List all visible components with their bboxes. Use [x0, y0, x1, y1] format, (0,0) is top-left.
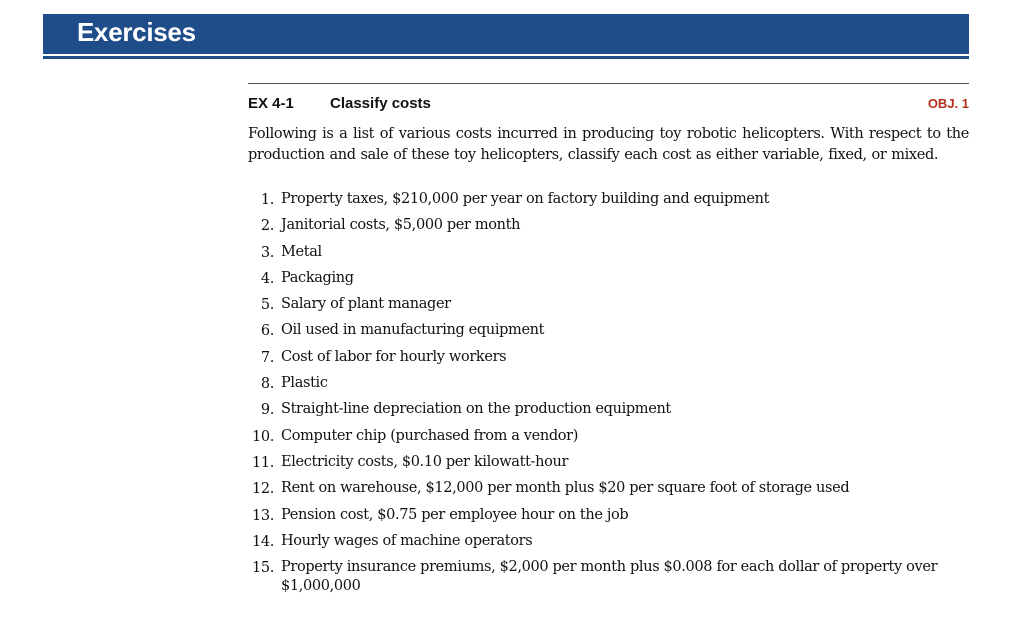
item-number: 1.: [260, 192, 274, 208]
list-item: [248, 374, 969, 400]
list-item: [248, 506, 969, 532]
item-text: Janitorial costs, $5,000 per month: [281, 217, 521, 234]
list-item: [248, 269, 969, 295]
item-text: Property insurance premiums, $2,000 per month plus $0.008 for each dollar of property over $1,000,000: [281, 559, 938, 595]
exercise-divider: [248, 83, 969, 84]
exercise-title: Classify costs: [330, 95, 431, 112]
item-text: Salary of plant manager: [281, 296, 451, 313]
item-text: Electricity costs, $0.10 per kilowatt-hour: [281, 453, 569, 470]
list-item: [248, 453, 969, 479]
item-number: 2.: [260, 218, 274, 235]
item-text: Cost of labor for hourly workers: [281, 348, 507, 365]
exercise-header: [248, 95, 969, 115]
item-number: 14.: [251, 533, 274, 550]
item-text: Metal: [281, 243, 322, 260]
item-text: Plastic: [281, 375, 328, 392]
item-number: 13.: [251, 507, 274, 524]
item-text: Packaging: [281, 269, 354, 286]
item-number: 10.: [251, 428, 274, 445]
exercise-intro: Following is a list of various costs incurred in producing toy robotic helicopters. With respect to the production and sale of these toy helicopters, classify each cost as either variable, fixed, or mixed.: [248, 126, 969, 163]
item-number: 3.: [260, 244, 274, 261]
list-item: [248, 532, 969, 558]
banner-underline: [43, 56, 969, 59]
list-item: [248, 295, 969, 321]
item-text: Oil used in manufacturing equipment: [281, 322, 545, 339]
item-text: Pension cost, $0.75 per employee hour on the job: [281, 506, 629, 523]
item-text: Property taxes, $210,000 per year on factory building and equipment: [281, 191, 770, 207]
list-item: [248, 243, 969, 269]
list-item: [248, 190, 969, 216]
item-text: Computer chip (purchased from a vendor): [281, 427, 579, 444]
objective-label: OBJ. 1: [927, 96, 969, 111]
exercise-number: EX 4-1: [248, 95, 294, 112]
section-title: Exercises: [77, 17, 196, 47]
item-text: Hourly wages of machine operators: [281, 532, 533, 549]
item-number: 8.: [260, 376, 274, 393]
cost-list: [248, 190, 969, 595]
list-item: [248, 479, 969, 505]
item-number: 7.: [260, 349, 274, 366]
item-text: Rent on warehouse, $12,000 per month plus $20 per square foot of storage used: [281, 480, 850, 497]
list-item: [248, 427, 969, 453]
list-item: [248, 558, 969, 595]
item-number: 4.: [260, 270, 274, 287]
section-banner: [43, 14, 969, 54]
list-item: [248, 348, 969, 374]
list-item: [248, 216, 969, 242]
item-number: 11.: [251, 454, 274, 471]
item-number: 9.: [260, 402, 274, 419]
item-number: 15.: [251, 560, 274, 577]
item-number: 6.: [260, 323, 274, 340]
list-item: [248, 321, 969, 347]
item-number: 12.: [251, 481, 274, 498]
list-item: [248, 400, 969, 426]
item-number: 5.: [260, 297, 274, 314]
item-text: Straight-line depreciation on the production equipment: [281, 401, 671, 418]
